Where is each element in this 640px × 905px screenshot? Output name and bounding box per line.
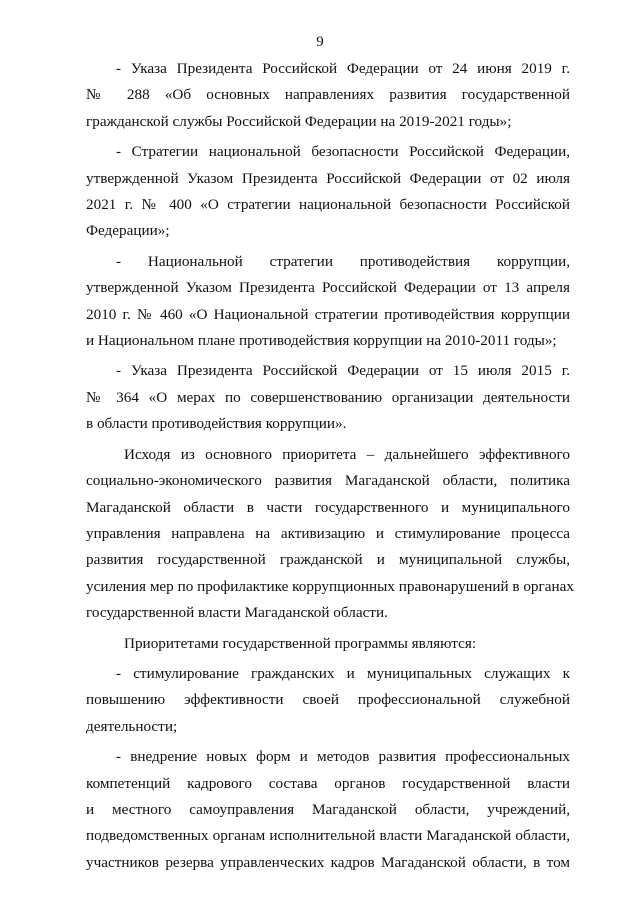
page-number: 9 bbox=[316, 34, 324, 50]
text-line: деятельности; bbox=[86, 717, 178, 735]
text-line: гражданской службы Российской Федерации на 2019-2021 годы»; bbox=[86, 112, 512, 130]
text-line: - Указа Президента Российской Федерации от 15 июля 2015 г. bbox=[116, 362, 570, 380]
text-line: подведомственных органам исполнительной власти Магаданской области, bbox=[86, 827, 570, 845]
paragraph-stimulation bbox=[86, 661, 570, 740]
text-line: развития государственной гражданской и муниципальной службы, bbox=[86, 551, 570, 569]
text-line: участников резерва управленческих кадров Магаданской области, в том bbox=[86, 853, 570, 871]
text-line: № 288 «Об основных направлениях развития государственной bbox=[86, 86, 570, 104]
text-line: Магаданской области в части государственного и муниципального bbox=[86, 498, 570, 516]
text-line: государственной власти Магаданской области. bbox=[86, 604, 388, 622]
text-line: - Указа Президента Российской Федерации от 24 июня 2019 г. bbox=[116, 60, 570, 77]
text-line: утвержденной Указом Президента Российской Федерации от 02 июля bbox=[86, 169, 570, 187]
paragraph-program-priorities-heading bbox=[86, 631, 570, 657]
text-line: - Стратегии национальной безопасности Российской Федерации, bbox=[116, 143, 570, 161]
text-line: 2021 г. № 400 «О стратегии национальной безопасности Российской bbox=[86, 196, 570, 214]
text-line: - стимулирование гражданских и муниципальных служащих к bbox=[116, 664, 570, 682]
paragraph-anticorruption-strategy bbox=[86, 249, 570, 355]
paragraph-priority-policy bbox=[86, 442, 574, 627]
text-line: Приоритетами государственной программы являются: bbox=[124, 634, 477, 652]
text-line: управления направлена на активизацию и стимулирование процесса bbox=[86, 524, 570, 542]
text-line: Федерации»; bbox=[86, 222, 170, 240]
text-line: Исходя из основного приоритета – дальнейшего эффективного bbox=[124, 445, 570, 463]
text-line: - Национальной стратегии противодействия коррупции, bbox=[116, 252, 570, 270]
paragraph-security-strategy bbox=[86, 139, 570, 245]
text-line: утвержденной Указом Президента Российской Федерации от 13 апреля bbox=[86, 279, 570, 297]
text-line: 2010 г. № 460 «О Национальной стратегии противодействия коррупции bbox=[86, 305, 570, 323]
text-line: № 364 «О мерах по совершенствованию организации деятельности bbox=[86, 388, 570, 406]
paragraph-decree-2015 bbox=[86, 358, 570, 437]
paragraph-new-methods bbox=[86, 744, 570, 876]
text-line: - внедрение новых форм и методов развития профессиональных bbox=[116, 748, 570, 766]
text-line: и местного самоуправления Магаданской области, учреждений, bbox=[86, 800, 570, 818]
paragraph-decree-2019 bbox=[86, 56, 570, 135]
text-line: повышению эффективности своей профессиональной служебной bbox=[86, 691, 570, 709]
text-line: и Национальном плане противодействия коррупции на 2010-2011 годы»; bbox=[86, 332, 557, 350]
text-line: социально-экономического развития Магаданской области, политика bbox=[86, 472, 570, 490]
text-line: в области противодействия коррупции». bbox=[86, 415, 347, 433]
document-body bbox=[86, 52, 574, 876]
text-line: компетенций кадрового состава органов государственной власти bbox=[86, 774, 570, 792]
text-line: усиления мер по профилактике коррупционных правонарушений в органах bbox=[86, 577, 574, 595]
